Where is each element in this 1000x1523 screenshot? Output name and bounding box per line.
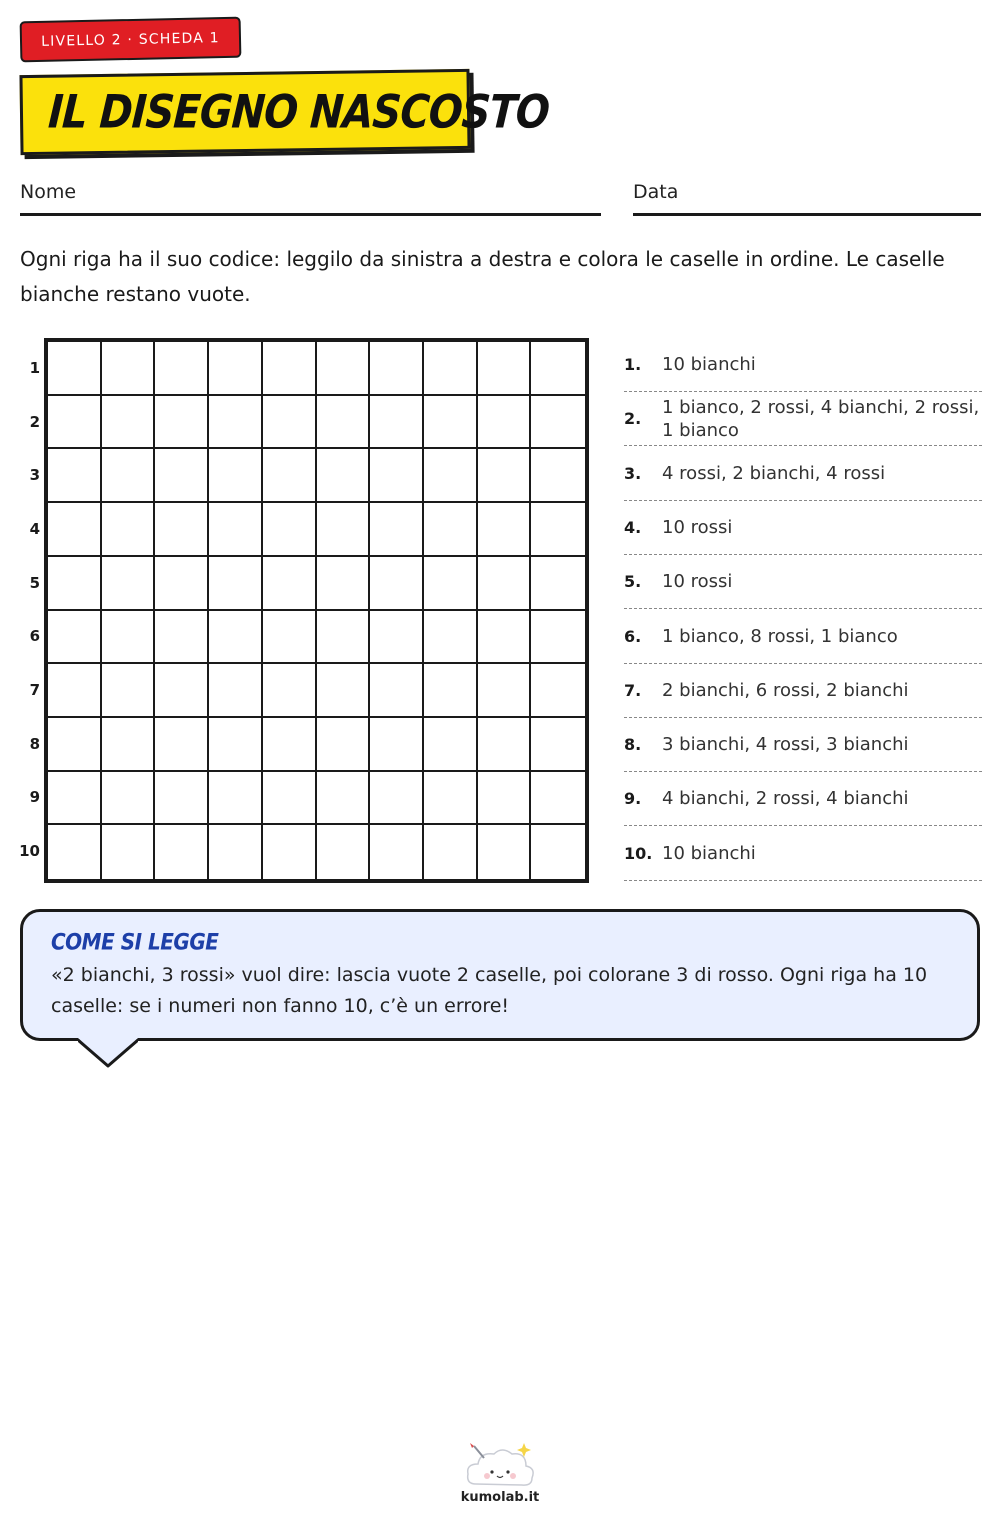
grid-cell[interactable] <box>424 396 478 450</box>
code-row <box>624 718 982 772</box>
grid-cell[interactable] <box>155 611 209 665</box>
grid-cell[interactable] <box>155 503 209 557</box>
grid-cell[interactable] <box>478 557 532 611</box>
grid-cell[interactable] <box>370 611 424 665</box>
grid-cell[interactable] <box>478 396 532 450</box>
grid-cell[interactable] <box>317 664 371 718</box>
row-number: 6 <box>29 627 40 646</box>
callout-tail <box>78 1030 138 1070</box>
grid-cell[interactable] <box>478 772 532 826</box>
grid-cell[interactable] <box>155 772 209 826</box>
code-row <box>624 664 982 718</box>
grid-cell[interactable] <box>102 503 156 557</box>
grid-cell[interactable] <box>209 664 263 718</box>
grid-cell[interactable] <box>531 825 585 879</box>
date-label: Data <box>633 181 679 203</box>
grid-cell[interactable] <box>263 449 317 503</box>
grid-cell[interactable] <box>317 825 371 879</box>
grid-cell[interactable] <box>155 449 209 503</box>
name-field[interactable] <box>20 213 601 216</box>
grid-cell[interactable] <box>370 718 424 772</box>
grid-cell[interactable] <box>424 503 478 557</box>
grid-cell[interactable] <box>531 449 585 503</box>
grid-cell[interactable] <box>102 449 156 503</box>
grid-cell[interactable] <box>478 611 532 665</box>
grid-cell[interactable] <box>155 825 209 879</box>
grid-cell[interactable] <box>102 342 156 396</box>
code-row-number: 6. <box>624 626 642 646</box>
grid-cell[interactable] <box>48 342 102 396</box>
grid-cell[interactable] <box>263 718 317 772</box>
level-badge: LIVELLO 2 · SCHEDA 1 <box>20 17 242 63</box>
grid-cell[interactable] <box>263 342 317 396</box>
cloud-mascot-icon <box>462 1440 538 1492</box>
code-row <box>624 555 982 609</box>
grid-cell[interactable] <box>370 396 424 450</box>
grid-cell[interactable] <box>531 718 585 772</box>
grid-cell[interactable] <box>209 718 263 772</box>
grid-cell[interactable] <box>317 611 371 665</box>
code-row-text: 2 bianchi, 6 rossi, 2 bianchi <box>662 679 909 701</box>
code-row <box>624 392 982 446</box>
grid-cell[interactable] <box>209 825 263 879</box>
code-row-text: 10 bianchi <box>662 354 756 375</box>
code-row-number: 10. <box>624 843 653 863</box>
code-row-text: 10 bianchi <box>662 842 756 864</box>
grid-cell[interactable] <box>424 611 478 665</box>
grid-cell[interactable] <box>424 664 478 718</box>
grid-cell[interactable] <box>370 557 424 611</box>
grid-cell[interactable] <box>102 611 156 665</box>
code-row-text: 3 bianchi, 4 rossi, 3 bianchi <box>662 734 909 756</box>
grid-cell[interactable] <box>48 825 102 879</box>
row-number: 1 <box>29 358 40 377</box>
code-row <box>624 338 982 392</box>
row-number: 10 <box>19 842 40 861</box>
grid-cell[interactable] <box>155 718 209 772</box>
grid-cell[interactable] <box>155 396 209 450</box>
grid-cell[interactable] <box>48 449 102 503</box>
grid-cell[interactable] <box>531 342 585 396</box>
grid-cell[interactable] <box>370 664 424 718</box>
grid-cell[interactable] <box>263 772 317 826</box>
grid-cell[interactable] <box>424 772 478 826</box>
callout-title: COME SI LEGGE <box>51 928 219 955</box>
grid-cell[interactable] <box>478 825 532 879</box>
grid-cell[interactable] <box>209 396 263 450</box>
grid-cell[interactable] <box>209 772 263 826</box>
code-row-number: 8. <box>624 735 642 755</box>
row-number: 2 <box>29 412 40 431</box>
code-row-text: 4 rossi, 2 bianchi, 4 rossi <box>662 462 886 484</box>
grid-cell[interactable] <box>370 503 424 557</box>
code-row-number: 1. <box>624 355 642 374</box>
code-row-number: 3. <box>624 463 642 483</box>
grid-cell[interactable] <box>102 825 156 879</box>
name-label: Nome <box>20 181 77 203</box>
grid-cell[interactable] <box>102 664 156 718</box>
code-row-text: 1 bianco, 8 rossi, 1 bianco <box>662 625 898 647</box>
grid-cell[interactable] <box>478 342 532 396</box>
grid-cell[interactable] <box>424 449 478 503</box>
grid-cell[interactable] <box>370 825 424 879</box>
grid-cell[interactable] <box>370 342 424 396</box>
grid-cell[interactable] <box>424 718 478 772</box>
row-number: 7 <box>29 681 40 700</box>
callout-text: «2 bianchi, 3 rossi» vuol dire: lascia vuote 2 caselle, poi colorane 3 di rosso. Ogni riga ha 10 caselle: se i numeri non fanno 10, c’è un errore! <box>51 964 928 1017</box>
grid-cell[interactable] <box>478 664 532 718</box>
code-row <box>624 827 982 881</box>
grid-cell[interactable] <box>317 772 371 826</box>
row-number: 4 <box>29 519 40 538</box>
grid-cell[interactable] <box>263 825 317 879</box>
code-row-text: 10 rossi <box>662 571 733 593</box>
code-row-number: 2. <box>624 409 642 429</box>
row-number: 3 <box>29 466 40 485</box>
row-number: 5 <box>29 573 40 592</box>
grid-cell[interactable] <box>263 396 317 450</box>
page-title: IL DISEGNO NASCOSTO <box>46 86 551 139</box>
grid-cell[interactable] <box>48 611 102 665</box>
row-number: 9 <box>29 788 40 807</box>
grid-cell[interactable] <box>155 664 209 718</box>
grid-cell[interactable] <box>317 557 371 611</box>
grid-cell[interactable] <box>317 396 371 450</box>
grid-cell[interactable] <box>48 557 102 611</box>
grid-cell[interactable] <box>370 449 424 503</box>
grid-cell[interactable] <box>209 611 263 665</box>
date-field[interactable] <box>633 213 981 216</box>
grid-cell[interactable] <box>209 342 263 396</box>
grid-cell[interactable] <box>102 396 156 450</box>
grid-cell[interactable] <box>209 503 263 557</box>
code-row-number: 5. <box>624 572 642 592</box>
grid-cell[interactable] <box>317 503 371 557</box>
grid-cell[interactable] <box>317 342 371 396</box>
row-number: 8 <box>29 734 40 753</box>
code-row <box>624 610 982 664</box>
grid-cell[interactable] <box>48 664 102 718</box>
grid-cell[interactable] <box>531 503 585 557</box>
code-row-text: 10 rossi <box>662 516 733 538</box>
grid-cell[interactable] <box>531 611 585 665</box>
code-row-text: 1 bianco, 2 rossi, 4 bianchi, 2 rossi, 1 bianco <box>662 396 980 441</box>
grid-cell[interactable] <box>478 503 532 557</box>
grid-cell[interactable] <box>155 342 209 396</box>
grid-cell[interactable] <box>424 342 478 396</box>
grid-cell[interactable] <box>424 825 478 879</box>
code-row-text: 4 bianchi, 2 rossi, 4 bianchi <box>662 788 909 810</box>
code-row <box>624 501 982 555</box>
grid-cell[interactable] <box>209 449 263 503</box>
grid-cell[interactable] <box>531 664 585 718</box>
code-row <box>624 447 982 501</box>
grid-cell[interactable] <box>531 557 585 611</box>
coloring-grid[interactable] <box>44 338 589 883</box>
grid-cell[interactable] <box>478 718 532 772</box>
grid-cell[interactable] <box>48 503 102 557</box>
code-row-number: 4. <box>624 517 642 537</box>
grid-cell[interactable] <box>317 718 371 772</box>
grid-cell[interactable] <box>531 396 585 450</box>
grid-cell[interactable] <box>317 449 371 503</box>
grid-cell[interactable] <box>102 772 156 826</box>
grid-cell[interactable] <box>155 557 209 611</box>
grid-cell[interactable] <box>102 718 156 772</box>
grid-cell[interactable] <box>531 772 585 826</box>
site-name: kumolab.it <box>460 1490 540 1505</box>
code-row <box>624 772 982 826</box>
grid-cell[interactable] <box>263 664 317 718</box>
code-row-number: 9. <box>624 789 642 809</box>
grid-cell[interactable] <box>209 557 263 611</box>
grid-cell[interactable] <box>263 557 317 611</box>
code-row-number: 7. <box>624 680 642 700</box>
grid-cell[interactable] <box>263 611 317 665</box>
instructions: Ogni riga ha il suo codice: leggilo da sinistra a destra e colora le caselle in ordine. Le caselle bianche restano vuote. <box>20 247 945 306</box>
grid-cell[interactable] <box>48 772 102 826</box>
grid-cell[interactable] <box>48 396 102 450</box>
grid-cell[interactable] <box>102 557 156 611</box>
grid-cell[interactable] <box>424 557 478 611</box>
grid-cell[interactable] <box>370 772 424 826</box>
grid-cell[interactable] <box>263 503 317 557</box>
grid-cell[interactable] <box>48 718 102 772</box>
grid-cell[interactable] <box>478 449 532 503</box>
